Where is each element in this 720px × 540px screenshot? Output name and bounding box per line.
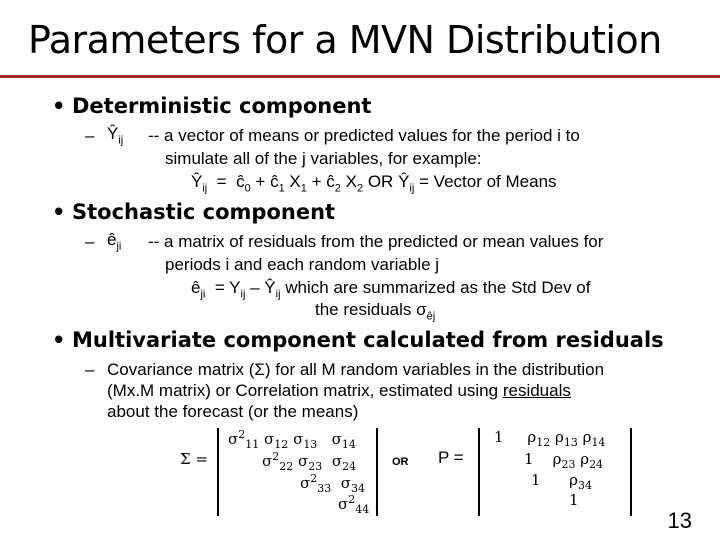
yhat-symbol: Ŷ (107, 124, 119, 143)
r12: ρ (527, 428, 537, 446)
r12-sub: 12 (536, 436, 551, 449)
s14: σ (331, 430, 342, 448)
sto-line4-sub: êj (426, 310, 436, 323)
sto-eq-yhat: – Ŷ (250, 278, 276, 297)
eq-c1: ĉ (270, 172, 279, 191)
rho-row-4 (569, 491, 579, 509)
eq-x2: X (345, 172, 357, 191)
bullet-dot: • (52, 94, 66, 118)
multivariate-heading: Multivariate component calculated from residuals (72, 328, 664, 352)
s33: σ (300, 474, 311, 492)
or-label: OR (392, 456, 409, 468)
rho-one-1: 1 (494, 428, 504, 446)
rho-one-2: 1 (524, 450, 534, 468)
sigma-left-bar (217, 428, 219, 516)
title-rule (0, 75, 720, 78)
s33-sub: 33 (317, 482, 332, 495)
mv-line2-text: (Mx.M matrix) or Correlation matrix, estimated using (107, 381, 499, 400)
r13-sub: 13 (563, 436, 578, 449)
det-equation: $Ŷ_{ij}$ = $ĉ_0$ + $ĉ_1$ $X_1$ + $ĉ_2$ $X_2$ OR $Ŷ_{ij}$ = Vector of Means (191, 172, 557, 195)
eq-c2: ĉ (326, 172, 335, 191)
eq-x2-sub: 2 (356, 182, 364, 195)
s11: σ (228, 430, 239, 448)
sto-eq-y: = Y (214, 278, 241, 297)
dash-2: – (85, 232, 95, 251)
sigma-row-4 (338, 493, 369, 516)
rho-one-4: 1 (569, 491, 579, 509)
det-line1: -- a vector of means or predicted values for the period i to (148, 126, 580, 145)
dash-3: – (85, 360, 95, 379)
sto-line4-text: the residuals σ (315, 300, 427, 319)
eq-rhs: Ŷ (398, 172, 410, 191)
rho-row-1 (494, 428, 605, 449)
s23: σ (298, 452, 309, 470)
eq-x1: X (289, 172, 301, 191)
s23-sub: 23 (308, 460, 323, 473)
mv-line3: about the forecast (or the means) (107, 402, 359, 421)
r24-sub: 24 (589, 458, 604, 471)
r13: ρ (555, 428, 564, 446)
r14-sub: 14 (591, 436, 606, 449)
s34-sub: 34 (351, 482, 366, 495)
s22-sup: 2 (272, 450, 280, 463)
slide-title: Parameters for a MVN Distribution (28, 18, 662, 62)
s13: σ (293, 430, 304, 448)
eq-tail: = Vector of Means (419, 172, 557, 191)
bullet-deterministic (52, 94, 371, 118)
ehat-symbol: ê (107, 230, 117, 249)
eq-lhs-sub: ij (202, 182, 208, 195)
rho-right-bar (630, 428, 632, 516)
sto-equation (191, 278, 590, 300)
det-line2: simulate all of the j variables, for example: (165, 149, 482, 168)
s33-sup: 2 (310, 472, 318, 485)
s22-sub: 22 (279, 460, 294, 473)
eq-rhs-sub: ij (409, 182, 415, 195)
s13-sub: 13 (303, 438, 318, 451)
r34-sub: 34 (577, 479, 592, 492)
eq-c0: ĉ (236, 172, 245, 191)
s24: σ (331, 452, 343, 470)
bullet-dot: • (52, 200, 66, 224)
eq-lhs: Ŷ (191, 172, 203, 191)
eq-c0-sub: 0 (244, 182, 251, 195)
rho-row-3 (531, 471, 592, 492)
sto-eq-yhat-sub: ij (275, 288, 281, 301)
page-number: 13 (667, 508, 692, 533)
r24: ρ (580, 450, 590, 468)
sto-eq-y-sub: ij (240, 288, 246, 301)
sigma-row-1 (228, 428, 356, 451)
r23-sub: 23 (561, 458, 576, 471)
bullet-dot: • (52, 328, 66, 352)
s12-sub: 12 (274, 438, 289, 451)
rho-row-2 (524, 450, 603, 471)
r23: ρ (552, 450, 562, 468)
yhat-sub: ij (118, 134, 124, 147)
deterministic-heading: Deterministic component (72, 94, 372, 118)
dash-1: – (85, 126, 95, 145)
s44: σ (338, 495, 349, 513)
mv-line1: Covariance matrix (Σ) for all M random variables in the distribution (107, 360, 605, 379)
eq-c2-sub: 2 (334, 182, 341, 195)
r34: ρ (569, 471, 578, 489)
s24-sub: 24 (342, 460, 357, 473)
bullet-stochastic (52, 200, 335, 224)
s12: σ (264, 430, 275, 448)
mv-line2-underlined: residuals (502, 381, 571, 400)
mv-line2 (107, 381, 571, 401)
det-symbol (107, 124, 123, 146)
s44-sup: 2 (348, 493, 356, 506)
sto-line4 (315, 300, 435, 322)
s22: σ (262, 452, 273, 470)
sigma-row-3 (300, 472, 365, 495)
sto-line1: -- a matrix of residuals from the predicted or mean values for (148, 232, 604, 251)
rho-label: P = (438, 448, 464, 467)
sigma-label: Σ = (180, 450, 208, 468)
eq-c1-sub: 1 (278, 182, 285, 195)
s14-sub: 14 (341, 438, 356, 451)
ehat-sub: ji (116, 240, 122, 253)
s11-sub: 11 (245, 438, 260, 451)
sigma-row-2 (262, 450, 356, 473)
s34: σ (340, 474, 352, 492)
eq-x1-sub: 1 (300, 182, 307, 195)
bullet-multivariate (52, 328, 664, 352)
r14: ρ (582, 428, 592, 446)
stochastic-heading: Stochastic component (72, 200, 336, 224)
sto-eq-tail: which are summarized as the Std Dev of (285, 278, 591, 297)
sigma-right-bar (376, 428, 378, 516)
s44-sub: 44 (355, 503, 370, 516)
sto-symbol (107, 230, 121, 252)
sto-eq-e: ê (191, 278, 201, 297)
sto-eq-e-sub: ji (200, 288, 206, 301)
rho-left-bar (478, 428, 480, 516)
eq-or: OR (367, 172, 394, 191)
s11-sup: 2 (238, 428, 246, 441)
sto-line2: periods i and each random variable j (165, 255, 440, 274)
rho-one-3: 1 (531, 471, 541, 489)
